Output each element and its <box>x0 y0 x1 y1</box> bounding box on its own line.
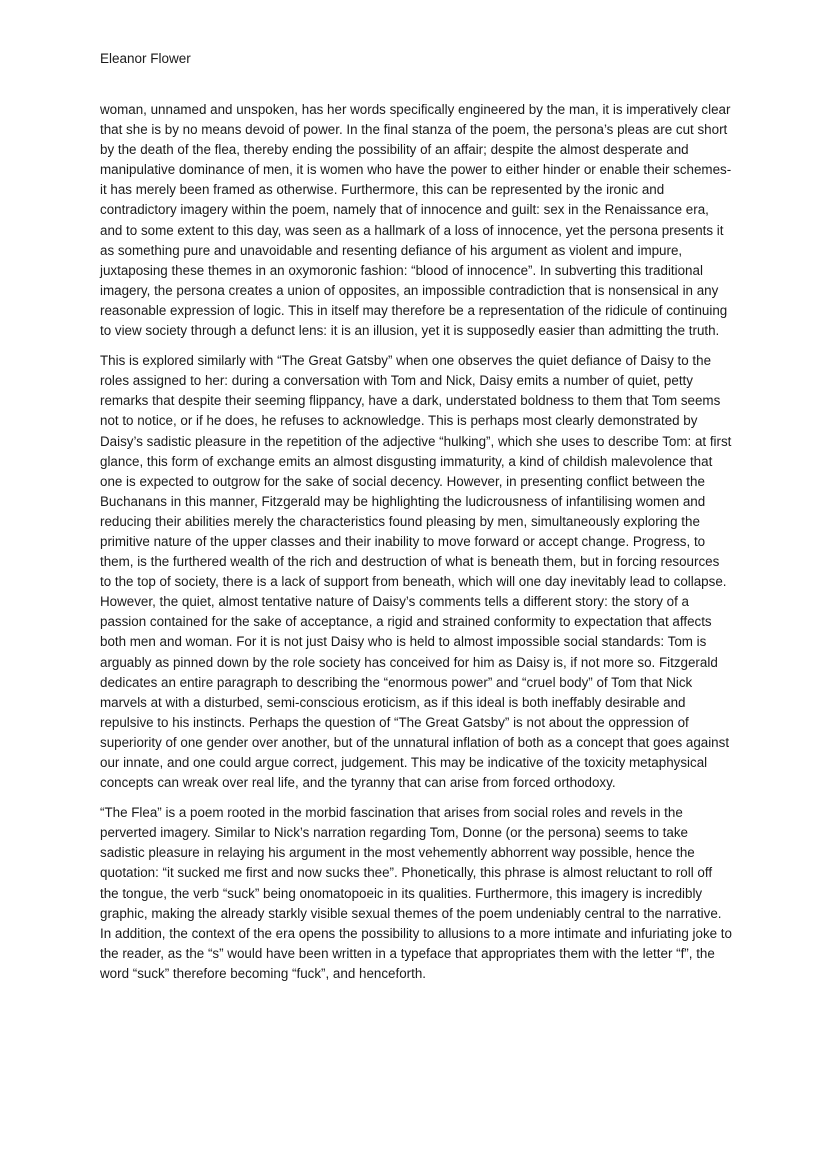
paragraph-1: woman, unnamed and unspoken, has her words specifically engineered by the man, it is imperatively clear that she is by no means devoid of power. In the final stanza of the poem, the persona’s pleas are cut short by the death of the flea, thereby ending the possibility of an affair; despite the almost desperate and manipulative dominance of men, it is women who have the power to either hinder or enable their schemes- it has merely been framed as otherwise. Furthermore, this can be represented by the ironic and contradictory imagery within the poem, namely that of innocence and guilt: sex in the Renaissance era, and to some extent to this day, was seen as a hallmark of a loss of innocence, yet the persona presents it as something pure and unavoidable and resenting defiance of his argument as violent and impure, juxtaposing these themes in an oxymoronic fashion: “blood of innocence”. In subverting this traditional imagery, the persona creates a union of opposites, an impossible contradiction that is nonsensical in any reasonable expression of logic. This in itself may therefore be a representation of the ridicule of continuing to view society through a defunct lens: it is an illusion, yet it is supposedly easier than admitting the truth. <box>100 102 732 339</box>
paragraph-2: This is explored similarly with “The Great Gatsby” when one observes the quiet defiance of Daisy to the roles assigned to her: during a conversation with Tom and Nick, Daisy emits a number of quiet, petty remarks that despite their seeming flippancy, have a dark, understated boldness to them that Tom seems not to notice, or if he does, he refuses to acknowledge. This is perhaps most clearly demonstrated by Daisy’s sadistic pleasure in the repetition of the adjective “hulking”, which she uses to describe Tom: at first glance, this form of exchange emits an almost disgusting immaturity, a kind of childish malevolence that one is expected to outgrow for the sake of social decency. However, in presenting conflict between the Buchanans in this manner, Fitzgerald may be highlighting the ludicrousness of infantilising women and reducing their abilities merely the characteristics found pleasing by men, simultaneously exploring the primitive nature of the upper classes and their inability to move forward or accept change. Progress, to them, is the furthered wealth of the rich and destruction of what is beneath them, but in forcing resources to the top of society, there is a lack of support from beneath, which will one day inevitably lead to collapse. However, the quiet, almost tentative nature of Daisy’s comments tells a different story: the story of a passion contained for the sake of acceptance, a rigid and strained conformity to expectation that affects both men and woman. For it is not just Daisy who is held to almost impossible social standards: Tom is arguably as pinned down by the role society has conceived for him as Daisy is, if not more so. Fitzgerald dedicates an entire paragraph to describing the “enormous power” and “cruel body” of Tom that Nick marvels at with a disturbed, semi-conscious eroticism, as if this ideal is both ineffably desirable and repulsive to his instincts. Perhaps the question of “The Great Gatsby” is not about the oppression of superiority of one gender over another, but of the unnatural inflation of both as a concept that goes against our innate, and one could argue correct, judgement. This may be indicative of the toxicity metaphysical concepts can wreak over real life, and the tyranny that can arise from forced orthodoxy. <box>100 353 732 791</box>
essay-body <box>100 100 732 994</box>
author-header: Eleanor Flower <box>100 51 191 66</box>
paragraph-3: “The Flea” is a poem rooted in the morbid fascination that arises from social roles and revels in the perverted imagery. Similar to Nick’s narration regarding Tom, Donne (or the persona) seems to take sadistic pleasure in relaying his argument in the most vehemently abhorrent way possible, hence the quotation: “it sucked me first and now sucks thee”. Phonetically, this phrase is almost reluctant to roll off the tongue, the verb “suck” being onomatopoeic in its qualities. Furthermore, this imagery is incredibly graphic, making the already starkly visible sexual themes of the poem undeniably central to the narrative. In addition, the context of the era opens the possibility to allusions to a more intimate and infuriating joke to the reader, as the “s” would have been written in a typeface that appropriates them with the letter “f”, the word “suck” therefore becoming “fuck”, and henceforth. <box>100 805 732 981</box>
